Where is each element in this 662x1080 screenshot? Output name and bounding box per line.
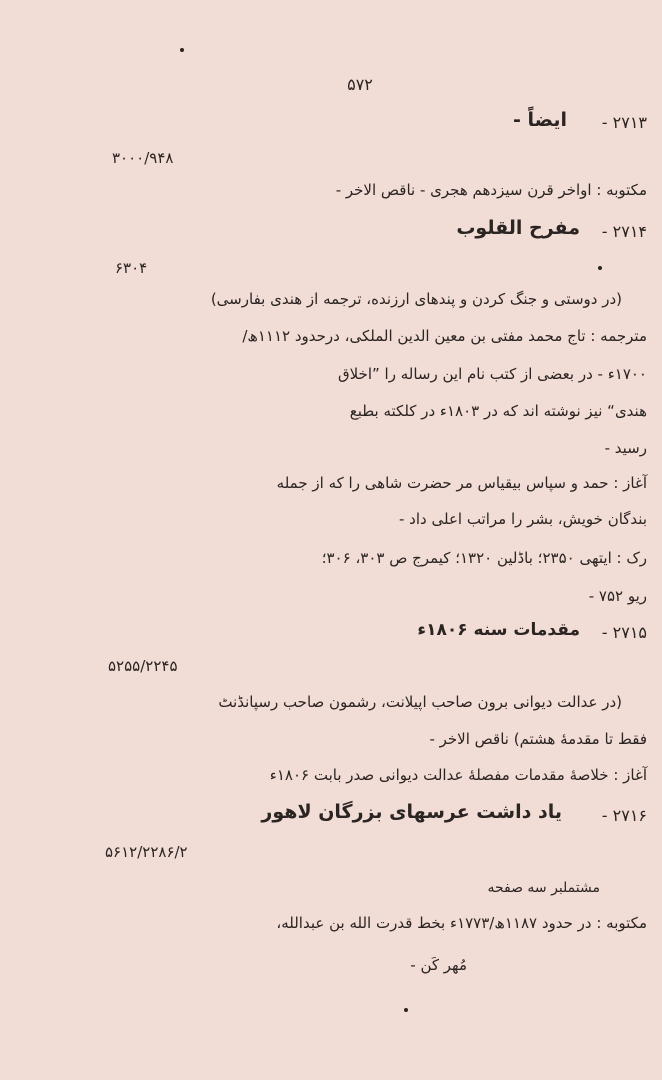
- entry-2714-line-4: هندی“ نیز نوشته اند که در ۱۸۰۳ء در کلکته بطبع: [349, 402, 647, 420]
- entry-2714-line-2: مترجمه : تاج محمد مفتی بن معین الدین الملکی، درحدود ۱۱۱۲ھ/: [242, 327, 647, 345]
- ink-speck: [180, 48, 184, 52]
- entry-2714-catalog-number: ۶۳۰۴: [115, 259, 148, 277]
- entry-2714-line-9: ریو ۷۵۲ -: [588, 587, 647, 605]
- entry-2716-line-2: مکتوبه : در حدود ۱۱۸۷ھ/۱۷۷۳ء بخط قدرت الله بن عبدالله،: [276, 914, 647, 932]
- entry-2715-number: ۲۷۱۵ -: [601, 623, 647, 642]
- entry-2716-catalog-number: ۵۶۱۲/۲۲۸۶/۲: [105, 843, 188, 861]
- ink-speck: [404, 1008, 408, 1012]
- entry-2714-title: مفرح القلوب: [456, 217, 580, 239]
- entry-2716-number: ۲۷۱۶ -: [601, 806, 647, 825]
- entry-2713-catalog-number: ۳۰۰۰/۹۴۸: [112, 149, 174, 167]
- entry-2716-line-1: مشتملبر سه صفحه: [487, 880, 600, 896]
- entry-2715-title: مقدمات سنه ۱۸۰۶ء: [417, 620, 580, 640]
- entry-2715-catalog-number: ۵۲۵۵/۲۲۴۵: [108, 657, 178, 675]
- entry-2715-line-3: آغاز : خلاصهٔ مقدمات مفصلهٔ عدالت دیوانی صدر بابت ۱۸۰۶ء: [269, 766, 647, 784]
- entry-2713-number: ۲۷۱۳ -: [601, 113, 647, 132]
- entry-2716-line-3: مُهر کَن -: [410, 956, 467, 974]
- entry-2714-number: ۲۷۱۴ -: [601, 222, 647, 241]
- entry-2714-line-5: رسید -: [604, 439, 647, 457]
- ink-speck: [598, 266, 602, 270]
- entry-2714-line-1: (در دوستی و جنگ کردن و پندهای ارزنده، ترجمه از هندی بفارسی): [210, 290, 622, 308]
- entry-2714-line-3: ۱۷۰۰ء - در بعضی از کتب نام این رساله را ”اخلاق: [337, 365, 647, 383]
- entry-2714-line-8: رک : ایتهی ۲۳۵۰؛ باڈلین ۱۳۲۰؛ کیمرج ص ۳۰۳، ۳۰۶؛: [321, 549, 647, 567]
- entry-2716-title: یاد داشت عرسهای بزرگان لاهور: [261, 801, 562, 823]
- page-number: ۵۷۲: [347, 75, 373, 94]
- entry-2714-line-7: بندگان خویش، بشر را مراتب اعلی داد -: [399, 510, 647, 528]
- entry-2715-line-1: (در عدالت دیوانی برون صاحب اپیلانت، رشمون صاحب رسپانڈنٹ: [218, 693, 622, 711]
- entry-2713-title: ایضاً -: [512, 109, 567, 131]
- entry-2714-line-6: آغاز : حمد و سپاس بیقیاس مر حضرت شاهی را که از جمله: [276, 474, 647, 492]
- entry-2713-line-1: مکتوبه : اواخر قرن سیزدهم هجری - ناقص الاخر -: [335, 181, 647, 199]
- entry-2715-line-2: فقط تا مقدمهٔ هشتم) ناقص الاخر -: [429, 730, 647, 748]
